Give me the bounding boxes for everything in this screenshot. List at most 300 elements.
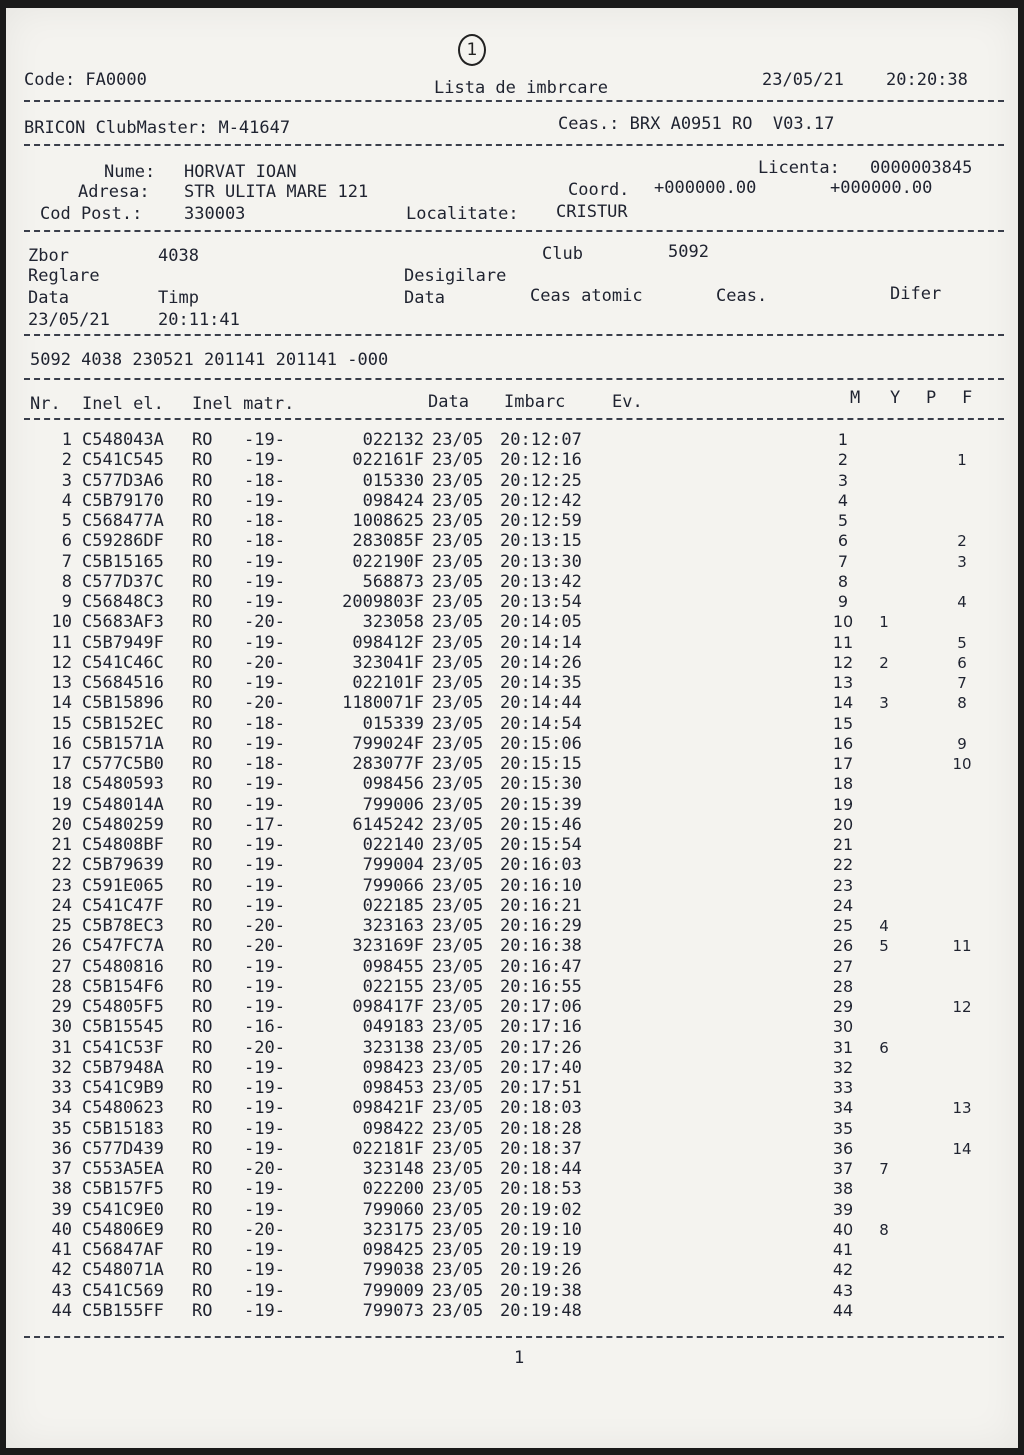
ring-year: -19- bbox=[244, 1179, 285, 1200]
handwritten-m: 9 bbox=[837, 592, 849, 611]
row-number: 33 bbox=[51, 1078, 72, 1098]
handwritten-m: 18 bbox=[832, 774, 854, 794]
handwritten-y: 3 bbox=[879, 694, 889, 713]
ring-year: -19- bbox=[244, 794, 285, 815]
matrix-ring: 098453 bbox=[362, 1078, 424, 1098]
row-date: 23/05 bbox=[432, 1300, 484, 1321]
electronic-ring: C541C569 bbox=[82, 1280, 164, 1301]
row-number: 29 bbox=[51, 997, 72, 1017]
matrix-ring: 098424 bbox=[362, 490, 424, 511]
matrix-ring: 799024F bbox=[352, 733, 424, 754]
ring-year: -19- bbox=[244, 632, 285, 653]
ring-country: RO bbox=[192, 794, 213, 815]
zbor-label: Zbor bbox=[28, 246, 69, 266]
matrix-ring: 323163 bbox=[362, 916, 424, 936]
code-label: Code: FA0000 bbox=[24, 70, 147, 90]
ring-country: RO bbox=[192, 693, 213, 714]
handwritten-m: 40 bbox=[832, 1219, 854, 1239]
handwritten-m: 27 bbox=[832, 956, 854, 976]
row-number: 17 bbox=[51, 754, 72, 774]
electronic-ring: C568477A bbox=[82, 511, 164, 531]
handwritten-m: 13 bbox=[832, 673, 854, 692]
row-number: 42 bbox=[51, 1260, 72, 1281]
ring-year: -18- bbox=[244, 531, 285, 552]
flight-summary-line: 5092 4038 230521 201141 201141 -000 bbox=[30, 350, 389, 370]
electronic-ring: C5B15165 bbox=[82, 551, 164, 572]
divider bbox=[24, 418, 1004, 420]
table-row bbox=[6, 1119, 1018, 1139]
row-number: 32 bbox=[51, 1057, 72, 1078]
ring-year: -19- bbox=[244, 430, 285, 450]
row-number: 37 bbox=[51, 1159, 72, 1179]
print-date: 23/05/21 bbox=[762, 70, 844, 90]
electronic-ring: C591E065 bbox=[82, 875, 164, 896]
row-date: 23/05 bbox=[432, 1118, 484, 1139]
electronic-ring: C5480259 bbox=[82, 814, 164, 835]
row-number: 31 bbox=[51, 1037, 72, 1058]
matrix-ring: 568873 bbox=[362, 571, 424, 592]
row-time: 20:17:26 bbox=[500, 1037, 582, 1058]
row-time: 20:17:40 bbox=[500, 1057, 582, 1078]
ring-country: RO bbox=[192, 997, 213, 1017]
handwritten-m: 11 bbox=[832, 632, 854, 652]
row-time: 20:14:26 bbox=[500, 652, 582, 673]
row-date: 23/05 bbox=[432, 470, 484, 491]
row-date: 23/05 bbox=[432, 1179, 484, 1200]
ring-year: -19- bbox=[244, 1118, 285, 1139]
row-date: 23/05 bbox=[432, 956, 484, 977]
postal-label: Cod Post.: bbox=[40, 204, 143, 224]
row-date: 23/05 bbox=[432, 571, 484, 592]
electronic-ring: C5683AF3 bbox=[82, 612, 164, 633]
handwritten-m: 14 bbox=[832, 693, 854, 713]
matrix-ring: 022155 bbox=[362, 976, 424, 997]
matrix-ring: 098422 bbox=[362, 1118, 424, 1139]
row-number: 4 bbox=[61, 490, 72, 511]
ring-country: RO bbox=[192, 1199, 213, 1220]
electronic-ring: C5B154F6 bbox=[82, 976, 164, 997]
table-row bbox=[6, 673, 1018, 693]
ring-year: -19- bbox=[244, 855, 285, 876]
ring-country: RO bbox=[192, 1300, 213, 1321]
handwritten-m: 6 bbox=[837, 531, 849, 551]
handwritten-m: 44 bbox=[832, 1300, 854, 1320]
handwritten-y: 4 bbox=[879, 917, 889, 935]
matrix-ring: 799073 bbox=[362, 1300, 424, 1321]
page-mark-circled: 1 bbox=[458, 34, 486, 66]
row-time: 20:14:44 bbox=[500, 693, 582, 714]
electronic-ring: C5B78EC3 bbox=[82, 916, 164, 936]
matrix-ring: 6145242 bbox=[352, 814, 424, 835]
table-row bbox=[6, 1200, 1018, 1220]
electronic-ring: C5B15545 bbox=[82, 1017, 164, 1038]
row-number: 30 bbox=[51, 1017, 72, 1038]
matrix-ring: 283077F bbox=[352, 754, 424, 774]
ring-country: RO bbox=[192, 713, 213, 734]
ring-year: -18- bbox=[244, 713, 285, 734]
row-date: 23/05 bbox=[432, 875, 484, 896]
matrix-ring: 098425 bbox=[362, 1240, 424, 1260]
ceas-atomic-label: Ceas atomic bbox=[530, 286, 643, 306]
locality: CRISTUR bbox=[556, 202, 628, 222]
row-date: 23/05 bbox=[432, 976, 484, 997]
row-number: 38 bbox=[51, 1179, 72, 1200]
table-row bbox=[6, 896, 1018, 916]
row-number: 27 bbox=[51, 956, 72, 977]
table-row bbox=[6, 1179, 1018, 1199]
ring-year: -19- bbox=[244, 571, 285, 592]
divider bbox=[24, 230, 1004, 232]
row-time: 20:17:06 bbox=[500, 997, 582, 1017]
row-date: 23/05 bbox=[432, 652, 484, 673]
electronic-ring: C577D439 bbox=[82, 1138, 164, 1159]
table-row bbox=[6, 1098, 1018, 1118]
ring-year: -20- bbox=[244, 652, 285, 673]
locality-label: Localitate: bbox=[406, 204, 519, 224]
row-date: 23/05 bbox=[432, 450, 484, 471]
matrix-ring: 799004 bbox=[362, 855, 424, 876]
row-time: 20:14:54 bbox=[500, 713, 582, 734]
row-time: 20:15:46 bbox=[500, 814, 582, 835]
name-label: Nume: bbox=[104, 162, 156, 182]
ring-country: RO bbox=[192, 733, 213, 754]
electronic-ring: C5B79639 bbox=[82, 855, 164, 876]
row-date: 23/05 bbox=[432, 1159, 484, 1179]
postal-code: 330003 bbox=[184, 204, 246, 224]
col-y: Y bbox=[890, 388, 901, 408]
ring-year: -20- bbox=[244, 916, 285, 936]
matrix-ring: 323138 bbox=[362, 1037, 424, 1058]
table-row bbox=[6, 714, 1018, 734]
data-label: Data bbox=[28, 288, 69, 308]
row-date: 23/05 bbox=[432, 490, 484, 511]
handwritten-m: 30 bbox=[832, 1017, 854, 1037]
table-row bbox=[6, 531, 1018, 551]
handwritten-f: 5 bbox=[957, 633, 967, 652]
table-row bbox=[6, 1301, 1018, 1321]
matrix-ring: 1180071F bbox=[342, 693, 424, 714]
table-row bbox=[6, 633, 1018, 653]
handwritten-f: 12 bbox=[952, 998, 972, 1016]
ring-country: RO bbox=[192, 875, 213, 896]
row-time: 20:19:38 bbox=[500, 1280, 582, 1301]
address-label: Adresa: bbox=[78, 182, 150, 202]
table-row bbox=[6, 936, 1018, 956]
ring-country: RO bbox=[192, 652, 213, 673]
table-row bbox=[6, 612, 1018, 632]
electronic-ring: C54808BF bbox=[82, 835, 164, 855]
row-date: 23/05 bbox=[432, 936, 484, 957]
divider bbox=[24, 144, 1004, 146]
electronic-ring: C5480593 bbox=[82, 774, 164, 795]
row-date: 23/05 bbox=[432, 693, 484, 714]
ring-year: -19- bbox=[244, 956, 285, 977]
row-number: 6 bbox=[61, 531, 72, 552]
ring-year: -19- bbox=[244, 450, 285, 471]
ring-year: -19- bbox=[244, 1138, 285, 1159]
handwritten-m: 20 bbox=[832, 814, 854, 834]
row-time: 20:14:35 bbox=[500, 673, 582, 693]
ring-country: RO bbox=[192, 916, 213, 936]
zbor-number: 4038 bbox=[158, 246, 199, 266]
table-row bbox=[6, 653, 1018, 673]
reglare-time: 20:11:41 bbox=[158, 310, 240, 330]
matrix-ring: 799006 bbox=[362, 794, 424, 815]
row-date: 23/05 bbox=[432, 754, 484, 774]
handwritten-m: 26 bbox=[832, 936, 854, 956]
row-date: 23/05 bbox=[432, 835, 484, 855]
handwritten-m: 24 bbox=[832, 895, 854, 915]
electronic-ring: C54805F5 bbox=[82, 997, 164, 1017]
electronic-ring: C577D3A6 bbox=[82, 470, 164, 491]
handwritten-f: 11 bbox=[952, 937, 972, 956]
electronic-ring: C547FC7A bbox=[82, 936, 164, 957]
divider bbox=[24, 378, 1004, 380]
table-row bbox=[6, 754, 1018, 774]
row-number: 25 bbox=[51, 916, 72, 936]
matrix-ring: 022200 bbox=[362, 1179, 424, 1200]
handwritten-m: 1 bbox=[837, 430, 849, 449]
row-number: 18 bbox=[51, 774, 72, 795]
row-number: 22 bbox=[51, 855, 72, 876]
electronic-ring: C541C9B9 bbox=[82, 1078, 164, 1098]
row-date: 23/05 bbox=[432, 1260, 484, 1281]
matrix-ring: 098455 bbox=[362, 956, 424, 977]
row-time: 20:12:59 bbox=[500, 511, 582, 531]
row-time: 20:19:48 bbox=[500, 1300, 582, 1321]
col-m: M bbox=[850, 388, 861, 408]
handwritten-y: 8 bbox=[879, 1220, 889, 1239]
row-time: 20:15:30 bbox=[500, 774, 582, 795]
row-date: 23/05 bbox=[432, 511, 484, 531]
table-row bbox=[6, 693, 1018, 713]
table-row bbox=[6, 1220, 1018, 1240]
table-row bbox=[6, 997, 1018, 1017]
table-row bbox=[6, 1240, 1018, 1260]
row-time: 20:12:42 bbox=[500, 490, 582, 511]
electronic-ring: C541C47F bbox=[82, 895, 164, 916]
ring-country: RO bbox=[192, 551, 213, 572]
reglare-date: 23/05/21 bbox=[28, 310, 110, 330]
row-time: 20:12:25 bbox=[500, 470, 582, 491]
row-date: 23/05 bbox=[432, 916, 484, 936]
ring-country: RO bbox=[192, 1260, 213, 1281]
ring-country: RO bbox=[192, 673, 213, 693]
ring-year: -18- bbox=[244, 754, 285, 774]
electronic-ring: C541C46C bbox=[82, 652, 164, 673]
license-number: 0000003845 bbox=[870, 158, 973, 178]
reglare-label: Reglare bbox=[28, 266, 100, 286]
ring-year: -19- bbox=[244, 976, 285, 997]
row-number: 8 bbox=[61, 571, 72, 592]
electronic-ring: C54806E9 bbox=[82, 1219, 164, 1240]
row-date: 23/05 bbox=[432, 551, 484, 572]
handwritten-m: 39 bbox=[832, 1199, 854, 1219]
ring-year: -16- bbox=[244, 1017, 285, 1038]
ring-country: RO bbox=[192, 571, 213, 592]
ring-year: -19- bbox=[244, 592, 285, 612]
handwritten-m: 19 bbox=[832, 794, 854, 814]
ring-country: RO bbox=[192, 814, 213, 835]
handwritten-f: 14 bbox=[952, 1139, 972, 1158]
ring-country: RO bbox=[192, 1159, 213, 1179]
electronic-ring: C548071A bbox=[82, 1260, 164, 1281]
matrix-ring: 323148 bbox=[362, 1159, 424, 1179]
table-row bbox=[6, 1078, 1018, 1098]
row-time: 20:15:06 bbox=[500, 733, 582, 754]
page-number: 1 bbox=[514, 1348, 525, 1368]
ring-year: -20- bbox=[244, 1159, 285, 1179]
table-row bbox=[6, 734, 1018, 754]
row-time: 20:18:53 bbox=[500, 1179, 582, 1200]
matrix-ring: 022161F bbox=[352, 450, 424, 471]
handwritten-f: 7 bbox=[957, 674, 967, 692]
ring-country: RO bbox=[192, 1118, 213, 1139]
table-row bbox=[6, 1159, 1018, 1179]
col-data: Data bbox=[428, 392, 469, 412]
ring-year: -19- bbox=[244, 1300, 285, 1321]
electronic-ring: C548014A bbox=[82, 794, 164, 815]
matrix-ring: 799038 bbox=[362, 1260, 424, 1281]
row-date: 23/05 bbox=[432, 1219, 484, 1240]
ring-year: -19- bbox=[244, 1280, 285, 1301]
row-number: 9 bbox=[61, 592, 72, 612]
handwritten-f: 4 bbox=[957, 593, 967, 611]
row-time: 20:19:19 bbox=[500, 1240, 582, 1260]
row-number: 5 bbox=[61, 511, 72, 531]
ring-country: RO bbox=[192, 1078, 213, 1098]
row-date: 23/05 bbox=[432, 1138, 484, 1159]
row-number: 23 bbox=[51, 875, 72, 896]
handwritten-m: 2 bbox=[837, 450, 849, 470]
table-row bbox=[6, 1038, 1018, 1058]
matrix-ring: 098456 bbox=[362, 774, 424, 795]
row-time: 20:17:51 bbox=[500, 1078, 582, 1098]
ring-year: -19- bbox=[244, 733, 285, 754]
electronic-ring: C5B7949F bbox=[82, 632, 164, 653]
handwritten-y: 6 bbox=[879, 1038, 889, 1057]
electronic-ring: C5B155FF bbox=[82, 1300, 164, 1321]
ring-country: RO bbox=[192, 612, 213, 633]
electronic-ring: C541C53F bbox=[82, 1037, 164, 1058]
handwritten-f: 8 bbox=[957, 694, 967, 713]
row-date: 23/05 bbox=[432, 531, 484, 552]
ring-year: -19- bbox=[244, 1098, 285, 1119]
handwritten-m: 4 bbox=[837, 490, 849, 510]
table-row bbox=[6, 430, 1018, 450]
handwritten-m: 42 bbox=[832, 1260, 854, 1280]
matrix-ring: 015339 bbox=[362, 713, 424, 734]
row-time: 20:19:02 bbox=[500, 1199, 582, 1220]
row-number: 36 bbox=[51, 1138, 72, 1159]
ring-country: RO bbox=[192, 1017, 213, 1038]
row-date: 23/05 bbox=[432, 1199, 484, 1220]
row-time: 20:13:42 bbox=[500, 571, 582, 592]
matrix-ring: 098412F bbox=[352, 632, 424, 653]
row-date: 23/05 bbox=[432, 1017, 484, 1038]
electronic-ring: C548043A bbox=[82, 430, 164, 450]
handwritten-y: 7 bbox=[879, 1160, 889, 1178]
matrix-ring: 098421F bbox=[352, 1098, 424, 1119]
row-time: 20:14:05 bbox=[500, 612, 582, 633]
handwritten-m: 33 bbox=[832, 1078, 854, 1097]
ring-country: RO bbox=[192, 1098, 213, 1119]
handwritten-m: 23 bbox=[832, 875, 854, 895]
ring-year: -19- bbox=[244, 490, 285, 511]
handwritten-f: 10 bbox=[952, 755, 972, 773]
matrix-ring: 799060 bbox=[362, 1199, 424, 1220]
ring-country: RO bbox=[192, 1219, 213, 1240]
row-number: 26 bbox=[51, 936, 72, 957]
handwritten-m: 35 bbox=[832, 1118, 854, 1138]
handwritten-y: 2 bbox=[879, 653, 889, 672]
ring-country: RO bbox=[192, 632, 213, 653]
ceas-label: Ceas. bbox=[716, 286, 768, 306]
row-time: 20:19:26 bbox=[500, 1260, 582, 1281]
electronic-ring: C59286DF bbox=[82, 531, 164, 552]
handwritten-m: 32 bbox=[832, 1057, 854, 1077]
electronic-ring: C5B15896 bbox=[82, 693, 164, 714]
owner-address: STR ULITA MARE 121 bbox=[184, 182, 369, 202]
table-row bbox=[6, 511, 1018, 531]
ring-year: -18- bbox=[244, 511, 285, 531]
row-date: 23/05 bbox=[432, 733, 484, 754]
matrix-ring: 098417F bbox=[352, 997, 424, 1017]
table-row bbox=[6, 552, 1018, 572]
table-row bbox=[6, 835, 1018, 855]
electronic-ring: C5B152EC bbox=[82, 713, 164, 734]
row-date: 23/05 bbox=[432, 612, 484, 633]
ring-country: RO bbox=[192, 531, 213, 552]
ring-country: RO bbox=[192, 1179, 213, 1200]
col-nr: Nr. bbox=[30, 394, 61, 414]
row-time: 20:16:10 bbox=[500, 875, 582, 896]
ring-country: RO bbox=[192, 470, 213, 491]
row-date: 23/05 bbox=[432, 774, 484, 795]
handwritten-f: 13 bbox=[952, 1099, 972, 1118]
row-number: 19 bbox=[51, 794, 72, 815]
row-number: 1 bbox=[61, 430, 72, 450]
row-number: 34 bbox=[51, 1098, 72, 1119]
handwritten-m: 16 bbox=[832, 733, 854, 753]
program-version: BRICON ClubMaster: M-41647 bbox=[24, 118, 291, 138]
ring-year: -19- bbox=[244, 673, 285, 693]
ring-country: RO bbox=[192, 511, 213, 531]
table-row bbox=[6, 916, 1018, 936]
divider bbox=[24, 334, 1004, 336]
row-time: 20:19:10 bbox=[500, 1219, 582, 1240]
ring-country: RO bbox=[192, 450, 213, 471]
handwritten-f: 2 bbox=[957, 532, 967, 551]
table-row bbox=[6, 450, 1018, 470]
ring-year: -19- bbox=[244, 1260, 285, 1281]
handwritten-m: 22 bbox=[832, 855, 854, 875]
row-date: 23/05 bbox=[432, 592, 484, 612]
matrix-ring: 2009803F bbox=[342, 592, 424, 612]
row-time: 20:18:37 bbox=[500, 1138, 582, 1159]
handwritten-m: 29 bbox=[832, 997, 854, 1016]
electronic-ring: C5B1571A bbox=[82, 733, 164, 754]
ring-year: -20- bbox=[244, 1037, 285, 1058]
ring-country: RO bbox=[192, 1057, 213, 1078]
row-number: 10 bbox=[51, 612, 72, 633]
table-row bbox=[6, 815, 1018, 835]
row-date: 23/05 bbox=[432, 632, 484, 653]
handwritten-m: 28 bbox=[832, 976, 854, 996]
table-row bbox=[6, 1017, 1018, 1037]
row-date: 23/05 bbox=[432, 713, 484, 734]
ring-country: RO bbox=[192, 754, 213, 774]
